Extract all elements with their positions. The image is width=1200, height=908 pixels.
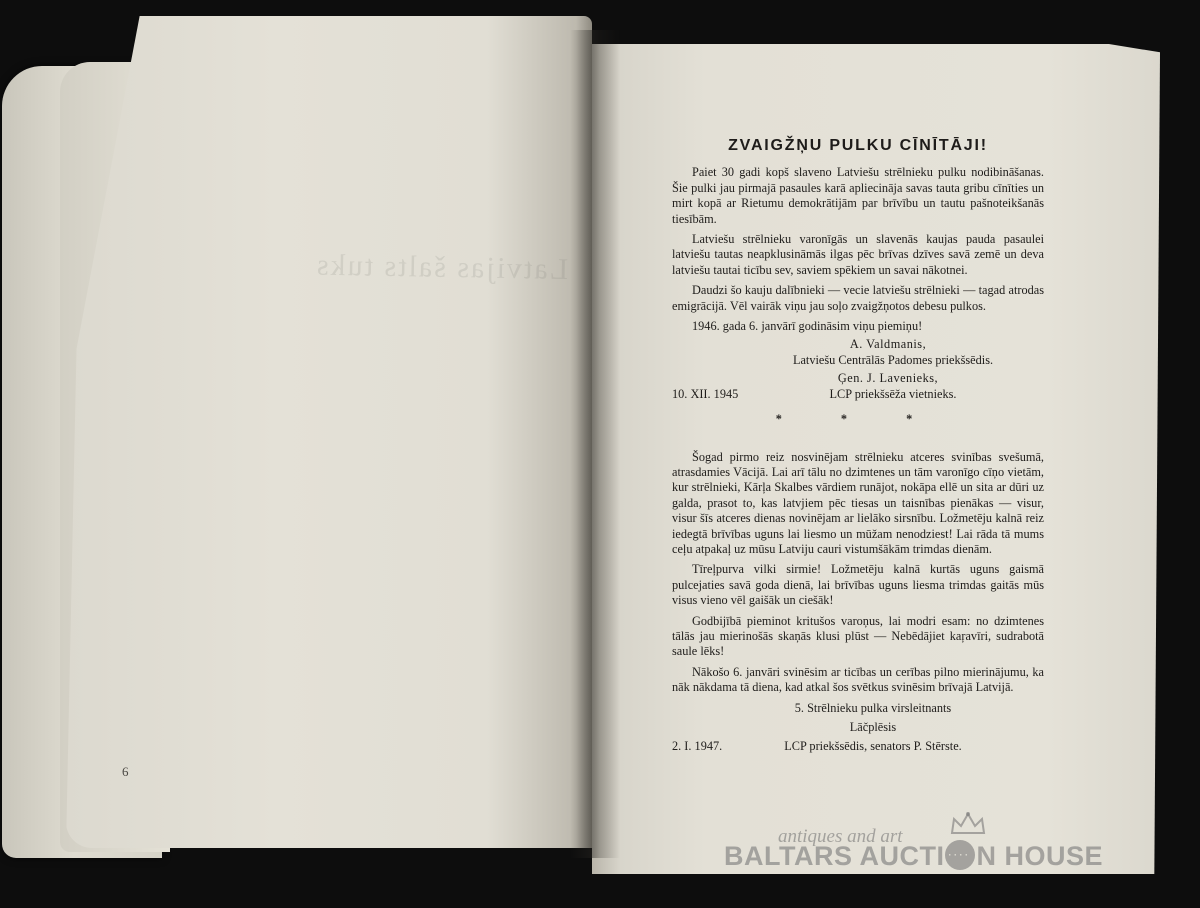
- watermark-text-end: N HOUSE: [976, 841, 1104, 871]
- watermark-text-start: BALTARS AUCTI: [724, 841, 945, 871]
- page-number: 6: [122, 764, 129, 779]
- section-1-paragraphs: [672, 165, 1044, 314]
- closing-line: 1946. gada 6. janvārī godināsim viņu piemiņu!: [692, 319, 923, 334]
- watermark-logo: [724, 840, 1103, 872]
- paragraph: Daudzi šo kauju dalībnieki — vecie latviešu strēlnieki — tagad atrodas emigrācijā. Vēl vairāk viņu jau soļo zvaigžņotos debesu pulkos.: [672, 283, 1044, 313]
- crown-icon: [949, 811, 987, 837]
- signer-name: A. Valdmanis,: [849, 337, 927, 352]
- gutter-shadow: [570, 30, 620, 858]
- signature-row: [672, 739, 1044, 754]
- paragraph: Paiet 30 gadi kopš slaveno Latviešu strēlnieku pulku nodibināšanas. Šie pulki jau pirmajā pasaules karā apliecināja savas tauta gribu cīnīties un mirt kopā ar Rietumu demokrātijām par brīvību un tautu pašnoteikšanās tiesībām.: [672, 165, 1044, 226]
- date: 2. I. 1947.: [672, 739, 723, 754]
- left-page: [66, 16, 592, 848]
- signer-role: Latviešu Centrālās Padomes priekšsēdis.: [792, 352, 994, 367]
- signature-row: [672, 387, 1044, 402]
- watermark-tagline: antiques and art: [778, 826, 903, 847]
- signer-role: LCP priekšsēža vietnieks.: [829, 386, 957, 401]
- signer-role: LCP priekšsēdis, senators P. Stērste.: [784, 739, 962, 754]
- paragraph: Latviešu strēlnieku varonīgās un slavenās kaujas pauda pasaulei latviešu tautas neapklusināmās ilgas pēc brīvas dzīves savā zemē un deva latviešu tautai ticību sev, saviem spēkiem un savai nākotnei.: [672, 232, 1044, 277]
- paragraph: Godbijībā pieminot kritušos varoņus, lai modri esam: no dzimtenes tālās jau mierinošās skaņās klusi plūst — Nebēdājiet kaŗavīri, sudrabotā saule lēks!: [672, 613, 1044, 659]
- signer-rank: 5. Strēlnieku pulka virsleitnants: [794, 700, 952, 715]
- signer-name: Lāčplēsis: [849, 720, 897, 734]
- bleed-through-title: Latvijas šalts tuks: [314, 248, 569, 286]
- logo-o-icon: [945, 840, 975, 870]
- article-heading: ZVAIGŽŅU PULKU CĪNĪTĀJI!: [728, 137, 988, 154]
- paragraph: Nākošo 6. janvāri svinēsim ar ticības un cerības pilno mierinājumu, ka nāk nākdama tā diena, kad atkal šos svētkus svinēsim brīvajā Latvijā.: [672, 664, 1044, 695]
- date: 10. XII. 1945: [672, 386, 739, 401]
- paragraph: Šogad pirmo reiz nosvinējam strēlnieku atceres svinības svešumā, atrasdamies Vācijā. Lai arī tālu no dzimtenes un tām varonīgo cīņo vietām, kur strēlnieki, Kārļa Skalbes vārdiem runājot, nokāpa ellē un sita ar dūri uz galda, prasot to, kas latvjiem pēc tiesas un taisnības pienākas — visur, visur šīs atceres dienas novinējam ar lielāko sirsnību. Ložmetēju kalnā reiz iedegtā brīvības uguns lai liesmo un mūžam nenodziest! Lai rāda tā mums ceļu atpakaļ uz mūsu Latviju cauri vistumšākām trimdas dienām.: [672, 449, 1044, 556]
- section-2-paragraphs: [672, 450, 1044, 696]
- separator-stars: * * *: [775, 412, 941, 427]
- article: [672, 138, 1044, 755]
- signer-name: Ģen. J. Lavenieks,: [837, 371, 939, 386]
- paragraph: Tīreļpurva vilki sirmie! Ložmetēju kalnā kurtās uguns gaismā pulcejaties savā goda dienā, lai brīvības uguns liesma trimdas gaitās mūs visus vieno vēl gaišāk un ciešāk!: [672, 562, 1044, 608]
